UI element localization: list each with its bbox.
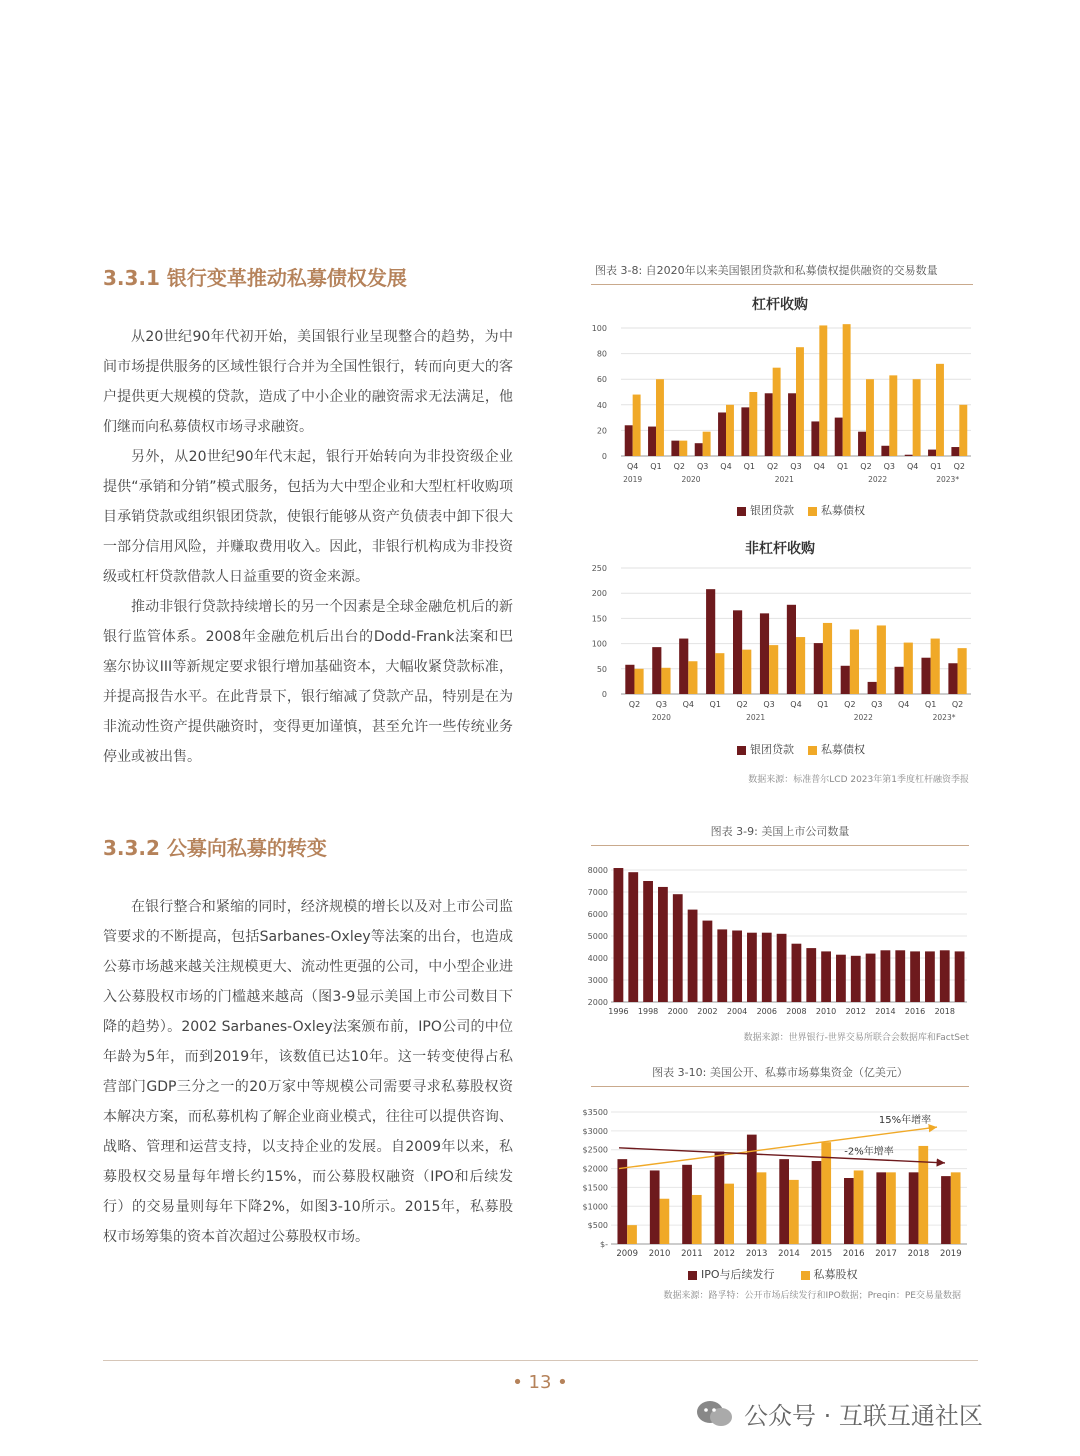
bar-ipo xyxy=(812,1161,822,1244)
bar-private-credit xyxy=(633,395,641,456)
x-tick-label: Q2 xyxy=(844,700,856,709)
bar-private-credit xyxy=(715,653,724,694)
bar-syndicated-loan xyxy=(905,455,913,456)
bar-syndicated-loan xyxy=(625,665,634,694)
figure-3-8-caption: 图表 3-8: 自2020年以来美国银团贷款和私募债权提供融资的交易数量 xyxy=(591,262,973,285)
section-heading-3-3-1: 3.3.1 银行变革推动私募债权发展 xyxy=(103,266,407,290)
x-tick-label: 2000 xyxy=(667,1007,688,1016)
bar-listed-companies xyxy=(895,950,905,1002)
bar-syndicated-loan xyxy=(706,589,715,694)
bar-listed-companies xyxy=(658,887,668,1002)
bar-private-credit xyxy=(904,643,913,694)
bar-private-credit xyxy=(936,364,944,456)
legend-label: 银团贷款 xyxy=(750,743,794,756)
bar-listed-companies xyxy=(703,921,713,1002)
bar-private-credit xyxy=(661,668,670,694)
legend-swatch xyxy=(808,746,817,755)
bar-private-equity xyxy=(789,1180,799,1244)
x-tick-label: 2014 xyxy=(778,1249,800,1259)
legend-swatch xyxy=(801,1271,810,1280)
y-tick-label: 2000 xyxy=(587,998,608,1007)
year-label: 2023* xyxy=(936,475,960,484)
legend-swatch xyxy=(737,746,746,755)
bar-private-credit xyxy=(843,324,851,456)
legend-label: 银团贷款 xyxy=(750,504,794,517)
legend-item-pe xyxy=(801,1266,858,1282)
legend-label: IPO与后续发行 xyxy=(701,1268,775,1281)
chart-non-lbo xyxy=(591,560,969,730)
bar-syndicated-loan xyxy=(814,643,823,694)
bar-syndicated-loan xyxy=(625,425,633,456)
legend-label: 私募债权 xyxy=(821,504,865,517)
bar-syndicated-loan xyxy=(787,605,796,694)
bar-ipo xyxy=(650,1170,660,1244)
bar-listed-companies xyxy=(628,872,638,1002)
x-tick-label: Q3 xyxy=(790,462,802,471)
bar-private-credit xyxy=(773,368,781,456)
x-tick-label: Q3 xyxy=(763,700,775,709)
bar-private-equity xyxy=(627,1225,637,1244)
x-tick-label: 2004 xyxy=(726,1007,748,1016)
bar-syndicated-loan xyxy=(841,666,850,694)
x-tick-label: Q2 xyxy=(673,462,686,471)
legend-item-ipo xyxy=(688,1266,775,1282)
bar-private-credit xyxy=(877,625,886,694)
bar-ipo xyxy=(682,1165,692,1244)
bar-syndicated-loan xyxy=(741,407,749,456)
y-tick-label: 60 xyxy=(596,375,607,385)
x-tick-label: Q4 xyxy=(626,462,639,471)
watermark-text: 公众号 · 互联互通社区 xyxy=(744,1402,983,1430)
paragraph: 在银行整合和紧缩的同时，经济规模的增长以及对上市公司监管要求的不断提高，包括Sarbanes-Oxley等法案的出台，也造成公募市场越来越关注规模更大、流动性更强的公司，中小型企业进入公募股权市场的门槛越来越高（图3-9显示美国上市公司数目下降的趋势）。2002 Sarbanes-Oxley法案颁布前，IPO公司的中位年龄为5年，而到2019年，该数值已达10年。这一转变使得占私营部门GDP三分之一的20万家中等规模公司需要寻求私募股权资本解决方案，而私募机构了解企业商业模式，往往可以提供咨询、战略、管理和运营支持，以支持企业的发展。自2009年以来，私募股权交易量每年增长约15%，而公募股权融资（IPO和后续发行）的交易量则每年下降2%，如图3-10所示。2015年，私募股权市场筹集的资本首次超过公募股权市场。 xyxy=(103,899,513,1245)
bar-private-equity xyxy=(854,1170,864,1244)
x-tick-label: Q4 xyxy=(682,700,695,709)
bar-listed-companies xyxy=(762,933,772,1002)
x-tick-label: Q2 xyxy=(951,700,964,709)
year-label: 2020 xyxy=(681,475,701,484)
bar-private-credit xyxy=(889,375,897,456)
paragraph: 另外，从20世纪90年代末起，银行开始转向为非投资级企业提供“承销和分销”模式服务，包括为大中型企业和大型杠杆收购项目承销贷款或组织银团贷款，使银行能够从资产负债表中卸下很大一部分信用风险，并赚取费用收入。因此，非银行机构成为非投资级或杠杆贷款借款人日益重要的资金来源。 xyxy=(103,449,513,585)
y-tick-label: $2500 xyxy=(582,1145,608,1155)
bar-private-equity xyxy=(918,1146,928,1244)
y-tick-label: 4000 xyxy=(587,954,608,963)
bar-ipo xyxy=(779,1159,789,1244)
y-tick-label: 8000 xyxy=(587,866,608,875)
bar-syndicated-loan xyxy=(948,663,957,694)
x-tick-label: 2016 xyxy=(842,1249,865,1259)
y-tick-label: $- xyxy=(600,1240,608,1249)
bar-private-credit xyxy=(931,639,940,694)
bar-private-credit xyxy=(819,325,827,456)
legend-label: 私募债权 xyxy=(821,743,865,756)
legend-lbo xyxy=(737,502,865,518)
watermark xyxy=(696,1396,983,1431)
figure-3-9-caption: 图表 3-9: 美国上市公司数量 xyxy=(591,823,969,846)
bar-private-credit xyxy=(823,623,832,694)
x-tick-label: Q3 xyxy=(871,700,883,709)
x-tick-label: Q4 xyxy=(720,462,732,471)
chart-lbo xyxy=(591,318,969,498)
x-tick-label: 2018 xyxy=(907,1249,930,1259)
bar-private-equity xyxy=(692,1195,702,1244)
y-tick-label: 250 xyxy=(591,564,607,573)
figure-3-10-source: 数据来源：路孚特：公开市场后续发行和IPO数据；Preqin：PE交易量数据 xyxy=(663,1291,961,1301)
y-tick-label: 0 xyxy=(601,690,607,699)
y-tick-label: 3000 xyxy=(587,976,608,985)
bar-listed-companies xyxy=(777,934,787,1002)
bar-ipo xyxy=(844,1178,854,1244)
y-tick-label: 7000 xyxy=(587,888,608,897)
y-tick-label: $2000 xyxy=(582,1164,608,1174)
bar-ipo xyxy=(941,1176,951,1244)
x-tick-label: 2017 xyxy=(875,1249,897,1259)
x-tick-label: Q4 xyxy=(897,700,910,709)
bar-listed-companies xyxy=(806,948,816,1002)
x-tick-label: Q2 xyxy=(860,462,872,471)
bar-syndicated-loan xyxy=(928,450,936,456)
bar-private-credit xyxy=(749,392,757,456)
legend-capital xyxy=(688,1266,858,1282)
bar-listed-companies xyxy=(732,931,742,1003)
y-tick-label: $500 xyxy=(587,1221,608,1231)
y-tick-label: 5000 xyxy=(587,932,608,941)
chart-title-lbo: 杠杆收购 xyxy=(752,297,808,313)
legend-non-lbo xyxy=(737,741,865,757)
bar-private-equity xyxy=(724,1184,734,1244)
bar-syndicated-loan xyxy=(788,393,796,456)
x-tick-label: Q2 xyxy=(628,700,641,709)
y-tick-label: 80 xyxy=(596,349,607,359)
bar-syndicated-loan xyxy=(648,427,656,456)
x-tick-label: Q2 xyxy=(766,462,779,471)
bar-private-credit xyxy=(796,347,804,456)
bar-private-credit xyxy=(703,432,711,456)
x-tick-label: Q2 xyxy=(736,700,748,709)
x-tick-label: Q3 xyxy=(655,700,668,709)
y-tick-label: $3000 xyxy=(582,1126,608,1136)
bar-listed-companies xyxy=(792,944,802,1002)
x-tick-label: Q1 xyxy=(743,462,756,471)
bar-listed-companies xyxy=(688,910,698,1002)
bar-private-credit xyxy=(959,405,967,456)
y-tick-label: 0 xyxy=(601,452,607,461)
bar-private-credit xyxy=(634,669,643,694)
figure-3-9-source: 数据来源：世界银行-世界交易所联合会数据库和FactSet xyxy=(743,1033,969,1043)
section-heading-3-3-2: 3.3.2 公募向私募的转变 xyxy=(103,836,327,860)
bar-syndicated-loan xyxy=(718,412,726,456)
figure-3-8-source: 数据来源：标准普尔LCD 2023年第1季度杠杆融资季报 xyxy=(748,775,969,785)
bar-private-equity xyxy=(886,1172,896,1244)
x-tick-label: 2009 xyxy=(616,1249,639,1259)
y-tick-label: 100 xyxy=(591,324,607,333)
bar-syndicated-loan xyxy=(765,393,773,456)
bar-private-credit xyxy=(679,441,687,456)
x-tick-label: 1996 xyxy=(608,1007,629,1016)
bar-syndicated-loan xyxy=(921,658,930,694)
x-tick-label: Q1 xyxy=(924,700,937,709)
year-label: 2021 xyxy=(746,713,766,722)
bar-listed-companies xyxy=(717,929,727,1002)
bar-private-equity xyxy=(660,1199,670,1244)
bar-private-credit xyxy=(850,629,859,694)
chart-listed-companies xyxy=(587,862,969,1022)
bar-syndicated-loan xyxy=(760,613,769,694)
legend-item-private-credit xyxy=(808,741,865,757)
y-tick-label: $3500 xyxy=(582,1108,608,1117)
legend-label: 私募股权 xyxy=(813,1268,858,1281)
footer-divider xyxy=(103,1360,978,1361)
bar-ipo xyxy=(909,1172,919,1244)
year-label: 2022 xyxy=(868,475,888,484)
bar-listed-companies xyxy=(866,954,876,1002)
y-tick-label: 20 xyxy=(596,426,607,436)
x-tick-label: 2018 xyxy=(934,1007,955,1016)
x-tick-label: 2008 xyxy=(786,1007,807,1016)
bar-syndicated-loan xyxy=(951,447,959,456)
bar-private-equity xyxy=(951,1172,961,1244)
bar-listed-companies xyxy=(836,955,846,1002)
figure-3-10-caption: 图表 3-10: 美国公开、私募市场募集资金（亿美元） xyxy=(591,1064,969,1087)
x-tick-label: Q1 xyxy=(817,700,829,709)
bar-private-credit xyxy=(742,650,751,694)
bar-listed-companies xyxy=(881,950,891,1002)
bar-ipo xyxy=(876,1172,886,1244)
x-tick-label: 2010 xyxy=(815,1007,837,1016)
legend-item-private-credit xyxy=(808,502,865,518)
x-tick-label: Q2 xyxy=(953,462,966,471)
paragraph: 从20世纪90年代初开始，美国银行业呈现整合的趋势，为中间市场提供服务的区域性银行合并为全国性银行，转而向更大的客户提供更大规模的贷款，造成了中小企业的融资需求无法满足，他们继而向私募债权市场寻求融资。 xyxy=(103,329,513,435)
y-tick-label: $1500 xyxy=(582,1183,608,1193)
x-tick-label: Q4 xyxy=(906,462,919,471)
x-tick-label: 2006 xyxy=(756,1007,777,1016)
x-tick-label: 2010 xyxy=(648,1249,671,1259)
year-label: 2021 xyxy=(774,475,794,484)
bar-syndicated-loan xyxy=(858,432,866,456)
bar-private-credit xyxy=(866,379,874,456)
x-tick-label: Q3 xyxy=(883,462,896,471)
section2-body xyxy=(103,892,513,1252)
bar-syndicated-loan xyxy=(671,441,679,456)
y-tick-label: $1000 xyxy=(582,1202,608,1212)
bar-ipo xyxy=(715,1152,725,1244)
bar-syndicated-loan xyxy=(895,667,904,694)
x-tick-label: 2014 xyxy=(875,1007,896,1016)
bar-listed-companies xyxy=(851,956,861,1002)
chart-title-non-lbo: 非杠杆收购 xyxy=(745,541,815,557)
paragraph: 推动非银行贷款持续增长的另一个因素是全球金融危机后的新银行监管体系。2008年金融危机后出台的Dodd-Frank法案和巴塞尔协议III等新规定要求银行增加基础资本，大幅收紧贷款标准，并提高报告水平。在此背景下，银行缩减了贷款产品，特别是在为非流动性资产提供融资时，变得更加谨慎，甚至允许一些传统业务停业或被出售。 xyxy=(103,599,513,765)
legend-item-loans xyxy=(737,741,794,757)
y-tick-label: 50 xyxy=(596,664,607,674)
annotation-pe-growth: 15%年增率 xyxy=(878,1115,932,1127)
bar-listed-companies xyxy=(940,950,950,1002)
legend-swatch xyxy=(688,1271,697,1280)
legend-swatch xyxy=(808,507,817,516)
x-tick-label: Q4 xyxy=(790,700,802,709)
bar-private-credit xyxy=(913,379,921,456)
x-tick-label: 2012 xyxy=(845,1007,866,1016)
bar-syndicated-loan xyxy=(652,647,661,694)
bar-syndicated-loan xyxy=(695,443,703,456)
bar-listed-companies xyxy=(747,933,757,1002)
bar-private-credit xyxy=(769,645,778,694)
x-tick-label: Q4 xyxy=(813,462,826,471)
legend-swatch xyxy=(737,507,746,516)
x-tick-label: Q1 xyxy=(836,462,849,471)
annotation-ipo-growth: -2%年增率 xyxy=(844,1146,894,1158)
year-label: 2019 xyxy=(623,475,643,484)
year-label: 2020 xyxy=(651,713,671,722)
x-tick-label: 1998 xyxy=(637,1007,659,1016)
x-tick-label: 2019 xyxy=(939,1249,962,1259)
y-tick-label: 100 xyxy=(591,639,607,649)
bar-private-credit xyxy=(726,405,734,456)
x-tick-label: 2015 xyxy=(810,1249,833,1259)
x-tick-label: 2002 xyxy=(697,1007,718,1016)
page-number: • 13 • xyxy=(512,1372,568,1393)
legend-item-loans xyxy=(737,502,794,518)
x-tick-label: Q1 xyxy=(930,462,942,471)
bar-listed-companies xyxy=(925,951,935,1002)
bar-private-credit xyxy=(796,637,805,694)
year-label: 2022 xyxy=(853,713,873,722)
section1-body xyxy=(103,322,513,772)
bar-listed-companies xyxy=(643,881,653,1002)
bar-syndicated-loan xyxy=(881,446,889,456)
bar-private-equity xyxy=(757,1172,767,1244)
bar-private-credit xyxy=(656,379,664,456)
chart-capital-raised xyxy=(582,1104,969,1264)
bar-listed-companies xyxy=(821,951,831,1002)
bar-syndicated-loan xyxy=(733,610,742,694)
x-tick-label: 2013 xyxy=(745,1249,768,1259)
bar-private-credit xyxy=(958,648,967,694)
bar-ipo xyxy=(617,1159,627,1244)
y-tick-label: 6000 xyxy=(587,910,608,919)
bar-syndicated-loan xyxy=(835,418,843,456)
bar-syndicated-loan xyxy=(679,639,688,694)
bar-listed-companies xyxy=(673,894,683,1002)
x-tick-label: 2012 xyxy=(713,1249,736,1259)
bar-syndicated-loan xyxy=(868,682,877,694)
x-tick-label: Q1 xyxy=(650,462,662,471)
bar-private-credit xyxy=(688,661,697,694)
x-tick-label: 2011 xyxy=(681,1249,703,1259)
bar-listed-companies xyxy=(955,951,965,1002)
bar-syndicated-loan xyxy=(811,421,819,456)
year-label: 2023* xyxy=(932,713,956,722)
bar-listed-companies xyxy=(910,951,920,1002)
y-tick-label: 200 xyxy=(591,589,607,599)
wechat-icon xyxy=(696,1399,734,1429)
y-tick-label: 150 xyxy=(591,614,607,624)
bar-listed-companies xyxy=(614,868,624,1002)
y-tick-label: 40 xyxy=(596,400,607,410)
x-tick-label: Q3 xyxy=(696,462,709,471)
x-tick-label: Q1 xyxy=(709,700,721,709)
x-tick-label: 2016 xyxy=(904,1007,926,1016)
